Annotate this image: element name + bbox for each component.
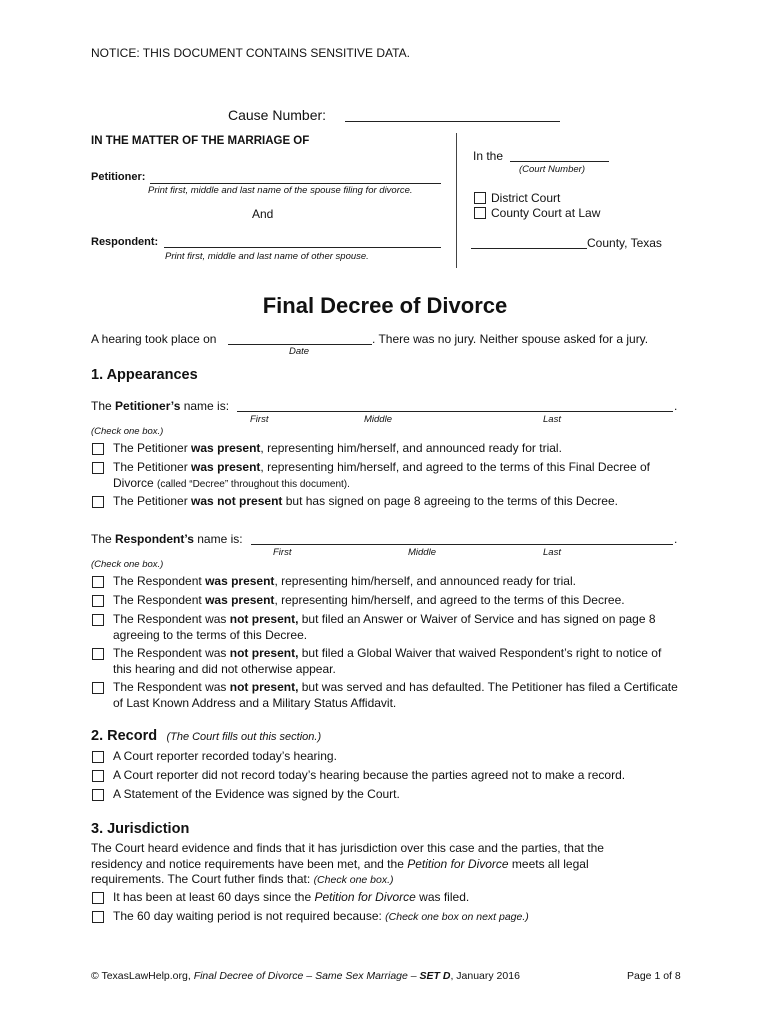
respondent-option-checkbox[interactable]	[92, 576, 104, 588]
respondent-name-field[interactable]	[164, 247, 441, 248]
check-one-hint: (Check one box.)	[91, 559, 164, 570]
petitioner-name-field[interactable]	[150, 183, 441, 184]
respondent-label: Respondent:	[91, 236, 159, 248]
jurisdiction-option-text: The 60 day waiting period is not required because: (Check one box on next page.)	[113, 909, 529, 923]
middle-hint: Middle	[408, 547, 436, 558]
petitioner-option-text: The Petitioner was not present but has signed on page 8 agreeing to the terms of this Decree.	[113, 494, 618, 508]
court-number-field[interactable]	[510, 161, 609, 162]
last-hint: Last	[543, 547, 561, 558]
petitioner-hint: Print first, middle and last name of the spouse filing for divorce.	[148, 185, 413, 196]
jurisdiction-paragraph: The Court heard evidence and finds that it has jurisdiction over this case and the parties, that the residency and notice requirements have been met, and the Petition for Divorce meets all legal requirements. The Court futher finds that: (Check one box.)	[91, 841, 604, 886]
respondent-option-text: The Respondent was not present, but filed a Global Waiver that waived Respondent’s right to notice of this hearing and did not otherwise appear.	[113, 646, 662, 676]
jurisdiction-option-checkbox[interactable]	[92, 892, 104, 904]
court-number-hint: (Court Number)	[519, 164, 585, 175]
cause-number-label: Cause Number:	[228, 107, 327, 123]
page-number: Page 1 of 8	[627, 970, 681, 982]
record-option-checkbox[interactable]	[92, 789, 104, 801]
document-title: Final Decree of Divorce	[262, 293, 508, 318]
petitioner-name-label: The Petitioner’s name is:	[91, 399, 230, 413]
period: .	[674, 399, 678, 413]
hearing-prefix: A hearing took place on	[91, 332, 217, 346]
in-the-label: In the	[473, 149, 504, 163]
respondent-option-checkbox[interactable]	[92, 595, 104, 607]
matter-heading: IN THE MATTER OF THE MARRIAGE OF	[91, 135, 310, 147]
petitioner-option-text: The Petitioner was present, representing him/herself, and agreed to the terms of this Final Decree of Divorce (called “Decree” throughout this document).	[113, 460, 650, 490]
respondent-hint: Print first, middle and last name of other spouse.	[165, 251, 369, 262]
hearing-date-hint: Date	[289, 346, 310, 357]
appearances-heading: 1. Appearances	[91, 367, 198, 383]
district-court-label: District Court	[491, 191, 561, 205]
petitioner-option-checkbox[interactable]	[92, 462, 104, 474]
last-hint: Last	[543, 414, 561, 425]
record-heading-row: 2. Record (The Court fills out this section.)	[91, 728, 322, 744]
county-court-label: County Court at Law	[491, 206, 601, 220]
hearing-date-field[interactable]	[228, 344, 372, 345]
petitioner-option-checkbox[interactable]	[92, 443, 104, 455]
record-option-checkbox[interactable]	[92, 770, 104, 782]
county-texas-label: County, Texas	[587, 236, 662, 250]
petitioner-label: Petitioner:	[91, 171, 146, 183]
respondent-option-text: The Respondent was not present, but filed an Answer or Waiver of Service and has signed on page 8 agreeing to the terms of this Decree.	[113, 612, 656, 642]
respondent-option-text: The Respondent was present, representing him/herself, and agreed to the terms of this Decree.	[113, 593, 625, 607]
jurisdiction-heading: 3. Jurisdiction	[91, 821, 190, 837]
caption-divider	[456, 133, 457, 268]
respondent-option-checkbox[interactable]	[92, 682, 104, 694]
cause-number-field[interactable]	[345, 121, 560, 122]
respondent-option-text: The Respondent was not present, but was served and has defaulted. The Petitioner has filed a Certificate of Last Known Address and a Military Status Affidavit.	[113, 680, 678, 710]
footer-credit: © TexasLawHelp.org, Final Decree of Divorce – Same Sex Marriage – SET D, January 2016	[91, 970, 520, 982]
and-text: And	[252, 207, 274, 221]
check-one-hint: (Check one box.)	[91, 426, 164, 437]
hearing-suffix: . There was no jury. Neither spouse asked for a jury.	[372, 332, 649, 346]
record-option-text: A Statement of the Evidence was signed by the Court.	[113, 787, 400, 801]
district-court-checkbox[interactable]	[474, 192, 486, 204]
respondent-option-text: The Respondent was present, representing him/herself, and announced ready for trial.	[113, 574, 576, 588]
first-hint: First	[250, 414, 269, 425]
record-option-text: A Court reporter recorded today’s hearing.	[113, 749, 337, 763]
respondent-option-checkbox[interactable]	[92, 614, 104, 626]
notice: NOTICE: THIS DOCUMENT CONTAINS SENSITIVE DATA.	[91, 46, 410, 60]
county-court-checkbox[interactable]	[474, 207, 486, 219]
first-hint: First	[273, 547, 292, 558]
respondent-full-name-field[interactable]	[251, 544, 673, 545]
petitioner-option-checkbox[interactable]	[92, 496, 104, 508]
period: .	[674, 532, 678, 546]
jurisdiction-option-checkbox[interactable]	[92, 911, 104, 923]
county-field[interactable]	[471, 248, 587, 249]
petitioner-full-name-field[interactable]	[237, 411, 673, 412]
petitioner-option-text: The Petitioner was present, representing him/herself, and announced ready for trial.	[113, 441, 562, 455]
record-option-text: A Court reporter did not record today’s hearing because the parties agreed not to make a record.	[113, 768, 626, 782]
respondent-name-label: The Respondent’s name is:	[91, 532, 243, 546]
middle-hint: Middle	[364, 414, 392, 425]
respondent-option-checkbox[interactable]	[92, 648, 104, 660]
jurisdiction-option-text: It has been at least 60 days since the Petition for Divorce was filed.	[113, 890, 470, 904]
record-option-checkbox[interactable]	[92, 751, 104, 763]
